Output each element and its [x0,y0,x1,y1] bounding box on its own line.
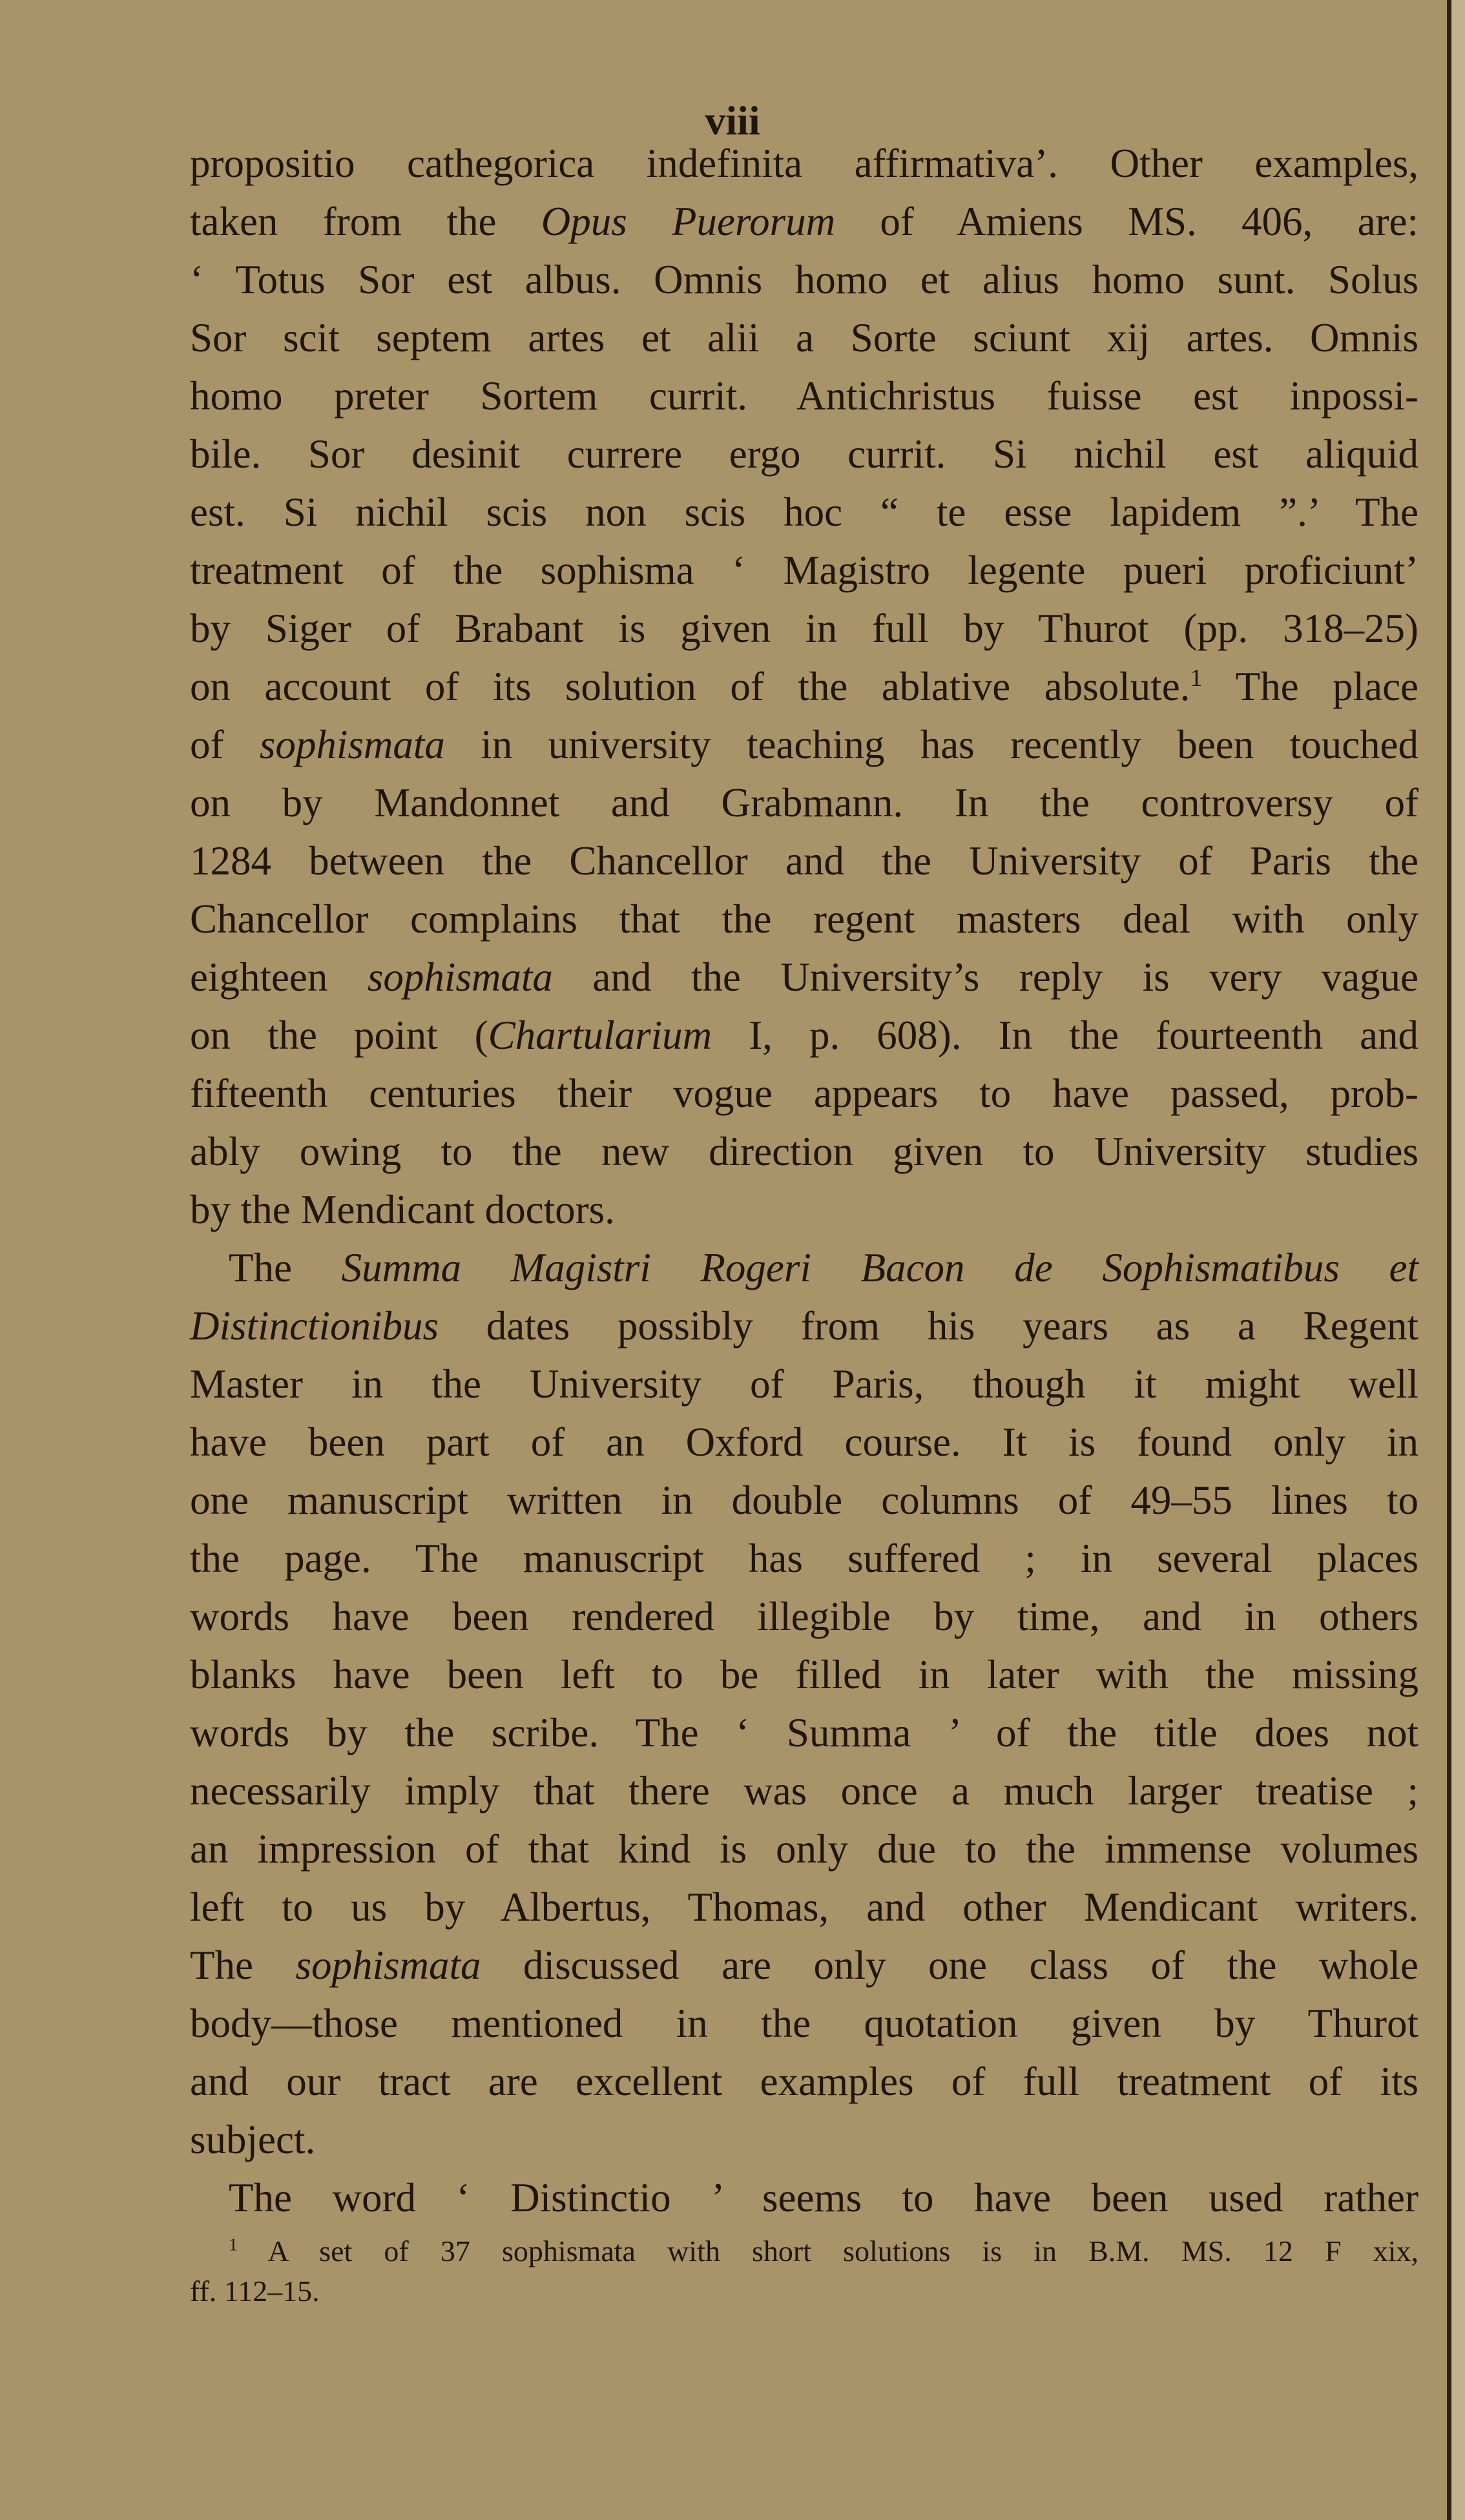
text-span: The word ‘ Distinctio ’ seems to have been used rather [229,2175,1418,2220]
italic-text: Distinctionibus [190,1303,439,1348]
text-span: est. Si nichil scis non scis hoc “ te esse lapidem ”.’ The [190,490,1418,535]
text-line [190,1820,1418,1878]
text-line [190,251,1418,309]
text-span: Master in the University of Paris, though it might well [190,1361,1418,1407]
text-span: of Amiens MS. 406, are: [835,199,1418,244]
text-line [190,1122,1418,1181]
text-line [190,832,1418,890]
text-line [190,1006,1418,1064]
text-line [190,1181,1418,1239]
text-line [190,948,1418,1006]
text-line [190,1646,1418,1704]
text-line [190,1297,1418,1355]
text-line [190,1471,1418,1529]
page-number: viii [705,98,760,143]
text-line [190,1704,1418,1762]
text-line [190,1762,1418,1820]
italic-text: sophismata [367,955,553,1000]
text-span: ff. 112–15. [190,2275,320,2308]
text-line [190,1239,1418,1297]
text-span: The place [1202,664,1418,709]
text-span: dates possibly from his years as a Regent [439,1303,1418,1348]
text-span: in university teaching has recently been touched [444,722,1418,767]
text-span: words by the scribe. The ‘ Summa ’ of the title does not [190,1710,1418,1755]
italic-text: sophismata [259,722,445,767]
text-span: on by Mandonnet and Grabmann. In the controversy of [190,780,1418,825]
text-line [190,134,1418,192]
text-span: subject. [190,2117,316,2162]
text-span: left to us by Albertus, Thomas, and other Mendicant writers. [190,1885,1418,1930]
italic-text: Chartularium [488,1013,712,1058]
text-span: The [229,1245,342,1290]
text-span: ‘ Totus Sor est albus. Omnis homo et alius homo sunt. Solus [190,257,1418,302]
text-span: Chancellor complains that the regent masters deal with only [190,896,1418,942]
text-span: and the University’s reply is very vague [552,955,1418,1000]
text-span: treatment of the sophisma ‘ Magistro legente pueri proficiunt’ [190,548,1418,593]
text-line [190,367,1418,425]
text-span: bile. Sor desinit currere ergo currit. Si nichil est aliquid [190,431,1418,477]
text-line [190,425,1418,483]
text-span: I, p. 608). In the fourteenth and [712,1013,1418,1058]
text-span: fifteenth centuries their vogue appears to have passed, prob- [190,1071,1418,1116]
text-span: propositio cathegorica indefinita affirmativa’. Other examples, [190,141,1418,186]
text-span: The [190,1943,296,1988]
text-span: discussed are only one class of the whole [481,1943,1418,1988]
footnote-marker: 1 [1190,665,1203,692]
text-span: Sor scit septem artes et alii a Sorte sciunt xij artes. Omnis [190,315,1418,360]
text-line [190,890,1418,948]
text-line [190,1587,1418,1646]
text-line [190,1529,1418,1587]
text-span: necessarily imply that there was once a much larger treatise ; [190,1768,1418,1813]
text-line [190,309,1418,367]
footnote [190,2231,1418,2311]
text-line [190,1994,1418,2052]
text-span: taken from the [190,199,541,244]
text-span: the page. The manuscript has suffered ; in several places [190,1536,1418,1581]
text-span: on the point ( [190,1013,488,1058]
text-span: of [190,722,260,767]
text-line [190,599,1418,657]
text-line [190,716,1418,774]
text-line [190,483,1418,541]
text-line [190,657,1418,716]
page-edge-margin [1451,0,1465,2520]
text-span: one manuscript written in double columns of 49–55 lines to [190,1478,1418,1523]
text-line [190,1878,1418,1936]
text-span: an impression of that kind is only due to the immense volumes [190,1826,1418,1872]
text-span: 1284 between the Chancellor and the University of Paris the [190,838,1418,883]
text-line [190,2052,1418,2111]
text-span: and our tract are excellent examples of full treatment of its [190,2059,1418,2104]
text-line [190,1064,1418,1122]
footnote-marker: 1 [229,2234,238,2255]
text-line [190,2111,1418,2169]
text-span: homo preter Sortem currit. Antichristus fuisse est inpossi- [190,373,1418,418]
text-line [190,2169,1418,2227]
text-span: ably owing to the new direction given to University studies [190,1129,1418,1174]
text-line [190,1355,1418,1413]
italic-text: Opus Puerorum [541,199,836,244]
text-span: on account of its solution of the ablative absolute. [190,664,1190,709]
body-text [190,134,1418,2227]
text-line [190,2231,1418,2271]
text-line [190,541,1418,599]
text-span: A set of 37 sophismata with short solutions is in B.M. MS. 12 F xix, [237,2235,1418,2267]
italic-text: Summa Magistri Rogeri Bacon de Sophismatibus et [341,1245,1418,1290]
text-span: have been part of an Oxford course. It is found only in [190,1420,1418,1465]
text-line [190,192,1418,251]
text-span: by the Mendicant doctors. [190,1187,615,1232]
text-line [190,1413,1418,1471]
text-span: body—those mentioned in the quotation given by Thurot [190,2001,1418,2046]
text-span: words have been rendered illegible by time, and in others [190,1594,1418,1639]
text-line [190,2271,1418,2311]
italic-text: sophismata [295,1943,481,1988]
text-line [190,1936,1418,1994]
page-edge [1447,0,1451,2520]
text-span: eighteen [190,955,368,1000]
text-span: blanks have been left to be filled in later with the missing [190,1652,1418,1697]
text-span: by Siger of Brabant is given in full by Thurot (pp. 318–25) [190,606,1418,651]
text-line [190,774,1418,832]
